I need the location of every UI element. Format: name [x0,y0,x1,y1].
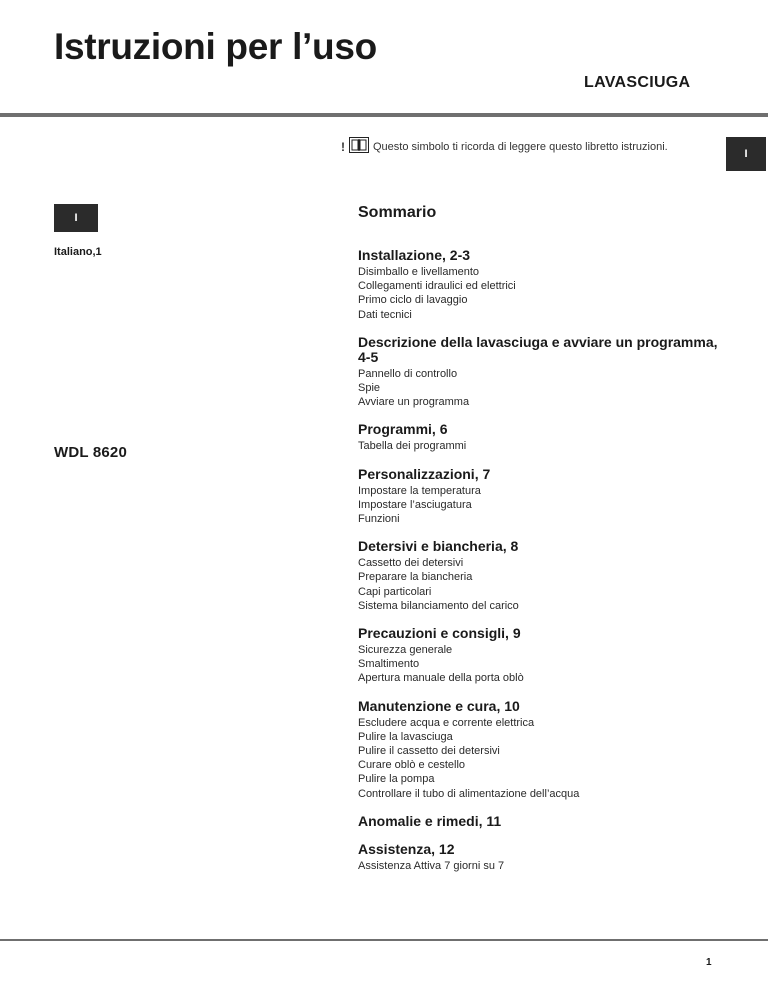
read-manual-notice [341,137,668,156]
notice-text: Questo simbolo ti ricorda di leggere questo libretto istruzioni. [373,140,668,153]
toc-section-assistenza [358,842,718,873]
toc-item: Escludere acqua e corrente elettrica [358,716,535,729]
toc-item: Sistema bilanciamento del carico [358,599,519,612]
toc-item: Collegamenti idraulici ed elettrici [358,280,516,293]
footer-divider [0,939,768,941]
toc-item: Controllare il tubo di alimentazione dell’acqua [358,787,580,800]
toc-section-anomalie [358,814,718,829]
language-label: Italiano,1 [54,246,102,258]
toc-heading: Assistenza, 12 [358,840,455,857]
toc-item: Funzioni [358,513,400,526]
toc-item: Primo ciclo di lavaggio [358,294,468,307]
toc-item: Pulire la pompa [358,773,435,786]
toc-item: Spie [358,382,381,395]
page-number: 1 [706,957,712,968]
toc-item: Apertura manuale della porta oblò [358,672,524,685]
toc-item: Preparare la biancheria [358,571,473,584]
toc-item: Assistenza Attiva 7 giorni su 7 [358,859,505,872]
toc-item: Sicurezza generale [358,644,453,657]
toc-section-personalizzazioni [358,467,718,527]
toc-item: Smaltimento [358,658,420,671]
header-divider [0,113,768,117]
model-number: WDL 8620 [54,444,128,461]
table-of-contents [358,248,718,886]
toc-item: Disimballo e livellamento [358,266,480,278]
book-icon [349,137,369,156]
toc-section-detersivi [358,539,718,613]
toc-heading: Detersivi e biancheria, 8 [358,538,519,555]
product-type-label: LAVASCIUGA [584,74,691,91]
toc-heading: Installazione, 2-3 [358,247,471,263]
toc-heading: Personalizzazioni, 7 [358,465,491,482]
toc-section-precauzioni [358,626,718,686]
toc-item: Impostare la temperatura [358,484,481,497]
toc-heading: Descrizione della lavasciuga e avviare un programma, 4-5 [358,333,718,365]
toc-item: Pannello di controllo [358,367,458,380]
toc-item: Dati tecnici [358,308,412,321]
toc-item: Impostare l’asciugatura [358,498,472,511]
toc-item: Curare oblò e cestello [358,759,466,772]
toc-heading: Programmi, 6 [358,421,448,438]
toc-item: Capi particolari [358,585,432,598]
language-badge: I [54,204,98,232]
toc-section-manutenzione [358,699,718,801]
toc-section-installazione [358,248,718,322]
toc-item: Cassetto dei detersivi [358,557,464,570]
notice-exclamation: ! [341,139,345,154]
language-tab-italian: I [726,137,766,171]
toc-item: Tabella dei programmi [358,440,467,453]
toc-heading: Anomalie e rimedi, 11 [358,812,502,829]
toc-section-programmi [358,422,718,453]
toc-item: Avviare un programma [358,396,470,409]
toc-item: Pulire il cassetto dei detersivi [358,745,500,758]
document-title: Istruzioni per l’uso [54,26,377,67]
toc-item: Pulire la lavasciuga [358,730,453,743]
toc-heading: Manutenzione e cura, 10 [358,697,520,714]
toc-heading: Precauzioni e consigli, 9 [358,625,521,642]
toc-section-descrizione [358,335,718,410]
toc-title: Sommario [358,204,437,221]
